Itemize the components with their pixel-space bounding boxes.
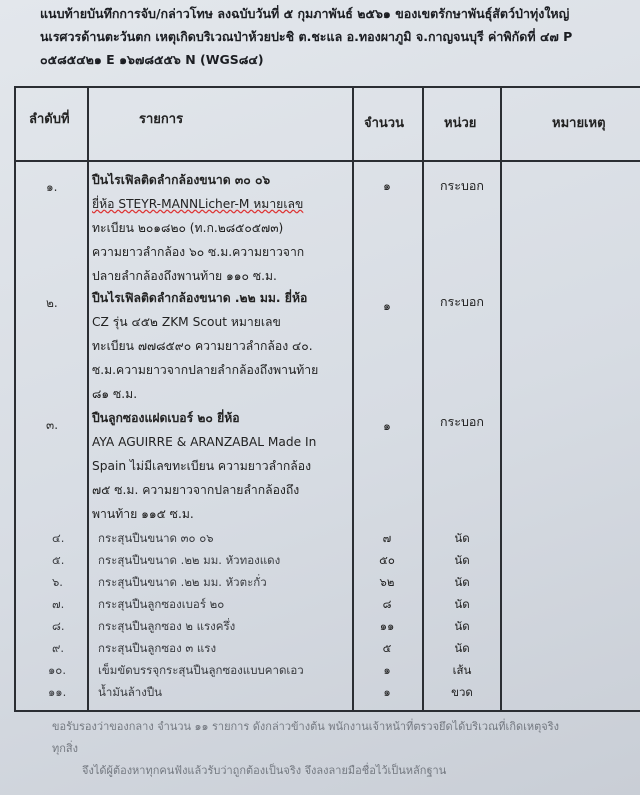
- header-remark: หมายเหตุ: [552, 116, 606, 131]
- row-9-qty: ๕: [382, 641, 392, 655]
- row-5-qty: ๕๐: [379, 553, 395, 567]
- row-11-item: น้ำมันล้างปืน: [98, 685, 163, 699]
- row-8-no: ๘.: [52, 619, 65, 633]
- row-1-qty: ๑: [383, 178, 391, 193]
- row-3-item: ปืนลูกซองแฝดเบอร์ ๒๐ ยี่ห้อ AYA AGUIRRE & ARANZABAL Made In Spain ไม่มีเลขทะเบียน ความยาวลำกล้อง ๗๕ ซ.ม. ความยาวจากปลายลำกล้องถึง พานท้าย ๑๑๕ ซ.ม.: [92, 411, 317, 521]
- row-2-item: ปืนไรเฟิลติดลำกล้องขนาด .๒๒ มม. ยี่ห้อ CZ รุ่น ๔๕๒ ZKM Scout หมายเลข ทะเบียน ๗๗๘๕๙๐ ความยาวลำกล้อง ๔๐. ซ.ม.ความยาวจากปลายลำกล้องถึงพานท้าย ๘๑ ซ.ม.: [92, 291, 319, 401]
- row-7-unit: นัด: [454, 597, 470, 611]
- row-6-unit: นัด: [454, 575, 470, 589]
- row-11-unit: ขวด: [451, 685, 473, 699]
- row-2-unit: กระบอก: [439, 294, 484, 309]
- row-5-item: กระสุนปืนขนาด .๒๒ มม. หัวทองแดง: [98, 553, 281, 567]
- row-5-unit: นัด: [454, 553, 470, 567]
- row-1-no: ๑.: [46, 180, 58, 194]
- row-6-item: กระสุนปืนขนาด .๒๒ มม. หัวตะกั่ว: [98, 575, 267, 589]
- row-3-unit: กระบอก: [439, 414, 484, 429]
- footer-line-2: ทุกสิ่ง: [52, 742, 78, 755]
- footer-line-1: ขอรับรองว่าของกลาง จำนวน ๑๑ รายการ ดังกล่าวข้างต้น พนักงานเจ้าหน้าที่ตรวจยึดได้บริเวณที่เกิดเหตุจริง: [52, 720, 560, 733]
- row-8-item: กระสุนปืนลูกซอง ๒ แรงครึ่ง: [98, 619, 236, 633]
- row-6-no: ๖.: [52, 575, 63, 589]
- row-3-qty: ๑: [383, 418, 391, 433]
- header-qty: จำนวน: [364, 116, 404, 131]
- row-10-item: เข็มขัดบรรจุกระสุนปืนลูกซองแบบคาดเอว: [98, 663, 304, 677]
- header-unit: หน่วย: [444, 116, 477, 131]
- row-1-unit: กระบอก: [439, 178, 484, 193]
- row-6-qty: ๖๒: [379, 575, 395, 589]
- row-10-qty: ๑: [383, 663, 391, 677]
- row-3-no: ๓.: [46, 418, 59, 432]
- row-11-qty: ๑: [383, 685, 391, 699]
- row-5-no: ๕.: [52, 553, 65, 567]
- header-line-3: ๐๕๘๕๔๒๑ E ๑๖๗๘๕๕๖ N (WGS๘๔): [40, 52, 264, 67]
- row-2-qty: ๑: [383, 298, 391, 313]
- row-2-no: ๒.: [46, 296, 58, 310]
- row-8-qty: ๑๑: [379, 619, 395, 633]
- footer-line-3: จึงได้ผู้ต้องหาทุกคนฟังแล้วรับว่าถูกต้องเป็นจริง จึงลงลายมือชื่อไว้เป็นหลักฐาน: [82, 764, 447, 777]
- row-9-no: ๙.: [52, 641, 65, 655]
- header-no: ลำดับที่: [29, 112, 70, 127]
- header-item: รายการ: [139, 112, 184, 127]
- row-7-item: กระสุนปืนลูกซองเบอร์ ๒๐: [98, 597, 225, 611]
- row-4-no: ๔.: [52, 531, 65, 545]
- row-1-item: ปืนไรเฟิลติดลำกล้องขนาด ๓๐ ๐๖ ยี่ห้อ STEYR-MANNLicher-M หมายเลข ทะเบียน ๒๐๑๘๒๐ (ท.ก.๒๘๕๐๕๗๓) ความยาวลำกล้อง ๖๐ ซ.ม.ความยาวจาก ปลายลำกล้องถึงพานท้าย ๑๑๐ ซ.ม.: [92, 173, 305, 283]
- evidence-table: [14, 86, 640, 712]
- row-7-qty: ๘: [382, 597, 392, 611]
- col-divider-1: [87, 86, 89, 712]
- table-bottom-border: [14, 710, 640, 712]
- header-line-1: แนบท้ายบันทึกการจับ/กล่าวโทษ ลงฉบับวันที่ ๕ กุมภาพันธ์ ๒๕๖๑ ของเขตรักษาพันธุ์สัตว์ป่าทุ่งใหญ่: [40, 6, 570, 21]
- table-left-border: [14, 86, 16, 712]
- certification-footer: [52, 716, 632, 782]
- row-11-no: ๑๑.: [48, 685, 67, 699]
- document-header: [40, 2, 630, 71]
- header-line-2: นเรศวรด้านตะวันตก เหตุเกิดบริเวณป่าห้วยปะชิ ต.ชะแล อ.ทองผาภูมิ จ.กาญจนบุรี ค่าพิกัดที่ ๔๗ P: [40, 29, 573, 44]
- row-9-item: กระสุนปืนลูกซอง ๓ แรง: [98, 641, 217, 655]
- row-10-no: ๑๐.: [48, 663, 66, 677]
- row-4-unit: นัด: [454, 531, 470, 545]
- row-7-no: ๗.: [52, 597, 65, 611]
- col-divider-4: [500, 86, 502, 712]
- row-8-unit: นัด: [454, 619, 470, 633]
- row-4-item: กระสุนปืนขนาด ๓๐ ๐๖: [98, 531, 214, 545]
- row-10-unit: เส้น: [452, 663, 472, 677]
- row-4-qty: ๗: [382, 531, 392, 545]
- row-9-unit: นัด: [454, 641, 470, 655]
- table-top-border: [14, 86, 640, 88]
- table-header-divider: [14, 160, 640, 162]
